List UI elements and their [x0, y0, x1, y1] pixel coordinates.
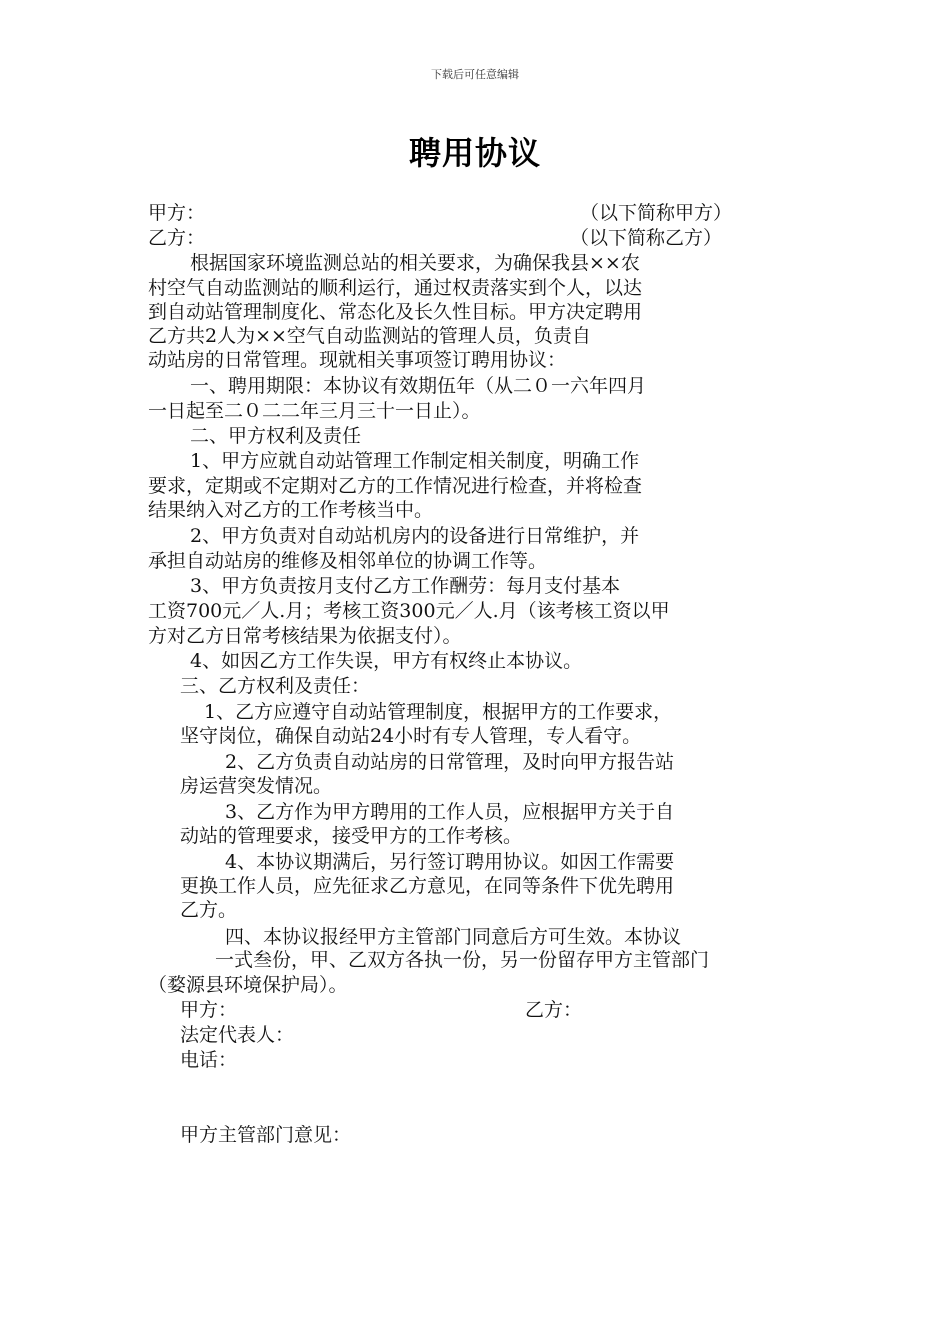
body-line: 坚守岗位，确保自动站24小时有专人管理，专人看守。: [180, 725, 642, 747]
section-heading: 三、乙方权利及责任：: [180, 675, 371, 697]
body-line: 3、甲方负责按月支付乙方工作酬劳：每月支付基本: [190, 575, 621, 597]
body-line: 1、乙方应遵守自动站管理制度，根据甲方的工作要求，: [204, 701, 673, 723]
body-line: 结果纳入对乙方的工作考核当中。: [148, 499, 434, 521]
body-line: 动站的管理要求，接受甲方的工作考核。: [180, 825, 523, 847]
signature-party-b: 乙方：: [525, 999, 583, 1021]
body-line: 一日起至二０二二年三月三十一日止）。: [148, 400, 481, 422]
body-line: 2、乙方负责自动站房的日常管理，及时向甲方报告站: [225, 751, 675, 773]
body-line: 3、乙方作为甲方聘用的工作人员，应根据甲方关于自: [225, 801, 675, 823]
section-heading: 二、甲方权利及责任: [190, 425, 362, 447]
page-title: 聘用协议: [408, 134, 541, 172]
party-b-label: 乙方：: [148, 227, 206, 249]
signature-party-a: 甲方：: [180, 999, 238, 1021]
body-line: 根据国家环境监测总站的相关要求，为确保我县××农: [190, 252, 640, 274]
body-line: 房运营突发情况。: [180, 775, 333, 797]
body-line: 承担自动站房的维修及相邻单位的协调工作等。: [148, 550, 548, 572]
phone-label: 电话：: [180, 1049, 238, 1071]
body-line: 更换工作人员，应先征求乙方意见，在同等条件下优先聘用: [180, 875, 675, 897]
body-line: 一式叁份，甲、乙双方各执一份，另一份留存甲方主管部门: [215, 949, 710, 971]
body-line: 乙方。: [180, 899, 238, 921]
legal-representative: 法定代表人：: [180, 1024, 295, 1046]
party-b-note: （以下简称乙方）: [570, 227, 723, 249]
body-line: 工资700元／人.月；考核工资300元／人.月（该考核工资以甲: [148, 600, 670, 622]
clause-heading: 一、聘用期限：本协议有效期伍年（从二０一六年四月: [190, 375, 647, 397]
header-note: 下载后可任意编辑: [431, 68, 519, 81]
body-line: 4、本协议期满后，另行签订聘用协议。如因工作需要: [225, 851, 675, 873]
body-line: 到自动站管理制度化、常态化及长久性目标。甲方决定聘用: [148, 301, 643, 323]
body-line: 要求，定期或不定期对乙方的工作情况进行检查，并将检查: [148, 475, 643, 497]
section-heading: 四、本协议报经甲方主管部门同意后方可生效。本协议: [225, 926, 682, 948]
body-line: 4、如因乙方工作失误，甲方有权终止本协议。: [190, 650, 583, 672]
body-line: （婺源县环境保护局）。: [148, 974, 348, 996]
party-a-note: （以下简称甲方）: [580, 202, 733, 224]
body-line: 方对乙方日常考核结果为依据支付）。: [148, 625, 462, 647]
party-a-label: 甲方：: [148, 202, 206, 224]
body-line: 1、甲方应就自动站管理工作制定相关制度，明确工作: [190, 450, 640, 472]
body-line: 2、甲方负责对自动站机房内的设备进行日常维护，并: [190, 525, 640, 547]
department-opinion: 甲方主管部门意见：: [180, 1124, 352, 1146]
body-line: 动站房的日常管理。现就相关事项签订聘用协议：: [148, 349, 567, 371]
body-line: 乙方共2人为××空气自动监测站的管理人员，负责自: [148, 325, 591, 347]
body-line: 村空气自动监测站的顺利运行，通过权责落实到个人，以达: [148, 277, 643, 299]
